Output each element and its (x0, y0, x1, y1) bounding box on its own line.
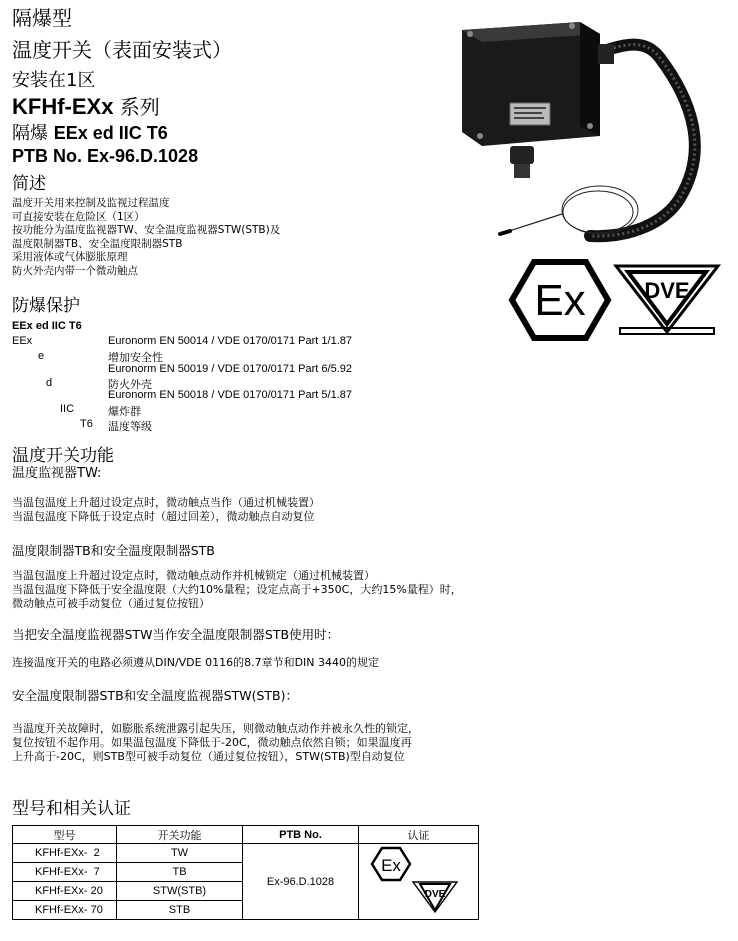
title-line1: 隔爆型 (12, 6, 72, 30)
function-cell: STB (117, 901, 243, 920)
ex-mark-large-icon (508, 258, 612, 342)
tb-line: 微动触点可被手动复位（通过复位按钮） (12, 597, 210, 610)
tw-line: 当温包温度下降低于设定点时（超过回差），微动触点自动复位 (12, 510, 315, 523)
product-photo (440, 8, 732, 254)
model-cell: KFHf-EXx- 70 (13, 901, 117, 920)
overview-heading: 简述 (12, 174, 46, 194)
rating-prefix: 隔爆 (12, 123, 54, 144)
vde-mark-large-icon (612, 262, 722, 336)
prot-key-t6: T6 (80, 418, 93, 430)
stw-heading: 当把安全温度监视器STW当作安全温度限制器STB使用时： (12, 627, 340, 642)
model-suffix: 系列 (113, 95, 160, 119)
tw-body (12, 496, 320, 524)
prot-desc-eex: Euronorm EN 50014 / VDE 0170/0171 Part 1/1.87 (108, 335, 352, 347)
ptb-number: PTB No. Ex-96.D.1028 (12, 146, 199, 166)
model-cell: KFHf-EXx- 7 (13, 863, 117, 882)
vde-mark-icon (413, 882, 457, 912)
tb-line: 当温包温度上升超过设定点时，微动触点动作并机械锁定（通过机械装置） (12, 569, 375, 582)
stw-body (12, 656, 379, 670)
svg-text:DVE: DVE (644, 278, 690, 303)
protection-code: EEx ed IIC T6 (12, 320, 82, 332)
svg-text:DVE: DVE (424, 889, 445, 900)
stw-line: 连接温度开关的电路必须遵从DIN/VDE 0116的8.7章节和DIN 3440的规定 (12, 656, 380, 669)
safety-line: 当温度开关故障时，如膨胀系统泄露引起失压，则微动触点动作并被永久性的锁定， (12, 722, 419, 735)
col-header-model: 型号 (13, 826, 117, 844)
cert-marks-icon (364, 846, 474, 914)
title-line2: 温度开关（表面安装式） (12, 38, 232, 62)
function-cell: TB (117, 863, 243, 882)
model-name: KFHf-EXx (12, 94, 114, 119)
safety-line: 复位按钮不起作用。如果温包温度下降低于-20C，微动触点依然自锁；如果温度再 (12, 736, 412, 749)
protection-heading: 防爆保护 (12, 296, 80, 316)
models-heading: 型号和相关认证 (12, 799, 131, 819)
svg-text:Ex: Ex (380, 856, 401, 875)
function-cell: TW (117, 844, 243, 863)
rating-code: EEx ed IIC T6 (53, 123, 168, 143)
tw-heading: 温度监视器TW: (12, 466, 102, 481)
prot-key-e: e (38, 350, 45, 362)
overview-line: 温度限制器TB、安全温度限制器STB (12, 237, 183, 250)
tb-heading: 温度限制器TB和安全温度限制器STB (12, 543, 215, 558)
tw-line: 当温包温度上升超过设定点时，微动触点当作（通过机械装置） (12, 496, 320, 509)
title-rating (12, 122, 168, 145)
overview-line: 可直接安装在危险区（1区） (12, 210, 145, 223)
ex-mark-icon (372, 848, 410, 880)
prot-key-iic: IIC (60, 403, 75, 415)
title-model (12, 94, 160, 121)
overview-line: 按功能分为温度监视器TW、安全温度监视器STW(STB)及 (12, 224, 281, 236)
tb-body (12, 569, 462, 611)
overview-line: 温度开关用来控制及监视过程温度 (12, 197, 170, 209)
prot-desc-e-1: 增加安全性 (108, 351, 163, 364)
col-header-function: 开关功能 (117, 826, 243, 844)
prot-desc-d-1: 防火外壳 (108, 378, 152, 391)
overview-line: 防火外壳内带一个微动触点 (12, 264, 138, 277)
prot-desc-d-2: Euronorm EN 50018 / VDE 0170/0171 Part 5/1.87 (108, 389, 352, 401)
ptb-cell: Ex-96.D.1028 (243, 844, 359, 920)
model-cell: KFHf-EXx- 20 (13, 882, 117, 901)
col-header-ptb: PTB No. (243, 826, 359, 844)
models-table (12, 825, 479, 920)
prot-desc-t6: 温度等级 (108, 420, 152, 433)
prot-key-d: d (46, 377, 53, 389)
overview-line: 采用液体或气体膨胀原理 (12, 251, 128, 263)
table-header-row (13, 826, 479, 844)
prot-desc-iic: 爆炸群 (108, 405, 141, 418)
col-header-cert: 认证 (359, 826, 479, 844)
safety-heading: 安全温度限制器STB和安全温度监视器STW(STB)： (12, 688, 298, 703)
overview-body (12, 197, 280, 278)
prot-key-eex: EEx (12, 335, 33, 347)
model-cell: KFHf-EXx- 2 (13, 844, 117, 863)
safety-body (12, 722, 419, 764)
function-cell: STW(STB) (117, 882, 243, 901)
tb-line: 当温包温度下降低于安全温度限（大约10%量程；设定点高于+350C，大约15%量程）时， (12, 583, 462, 596)
safety-line: 上升高于-20C，则STB型可被手动复位（通过复位按钮），STW(STB)型自动复位 (12, 750, 405, 763)
cert-cell (359, 844, 479, 920)
functions-heading: 温度开关功能 (12, 446, 114, 466)
prot-desc-e-2: Euronorm EN 50019 / VDE 0170/0171 Part 6/5.92 (108, 363, 352, 375)
table-row (13, 844, 479, 863)
title-line3: 安装在1区 (12, 70, 96, 91)
svg-text:Ex: Ex (534, 276, 586, 325)
